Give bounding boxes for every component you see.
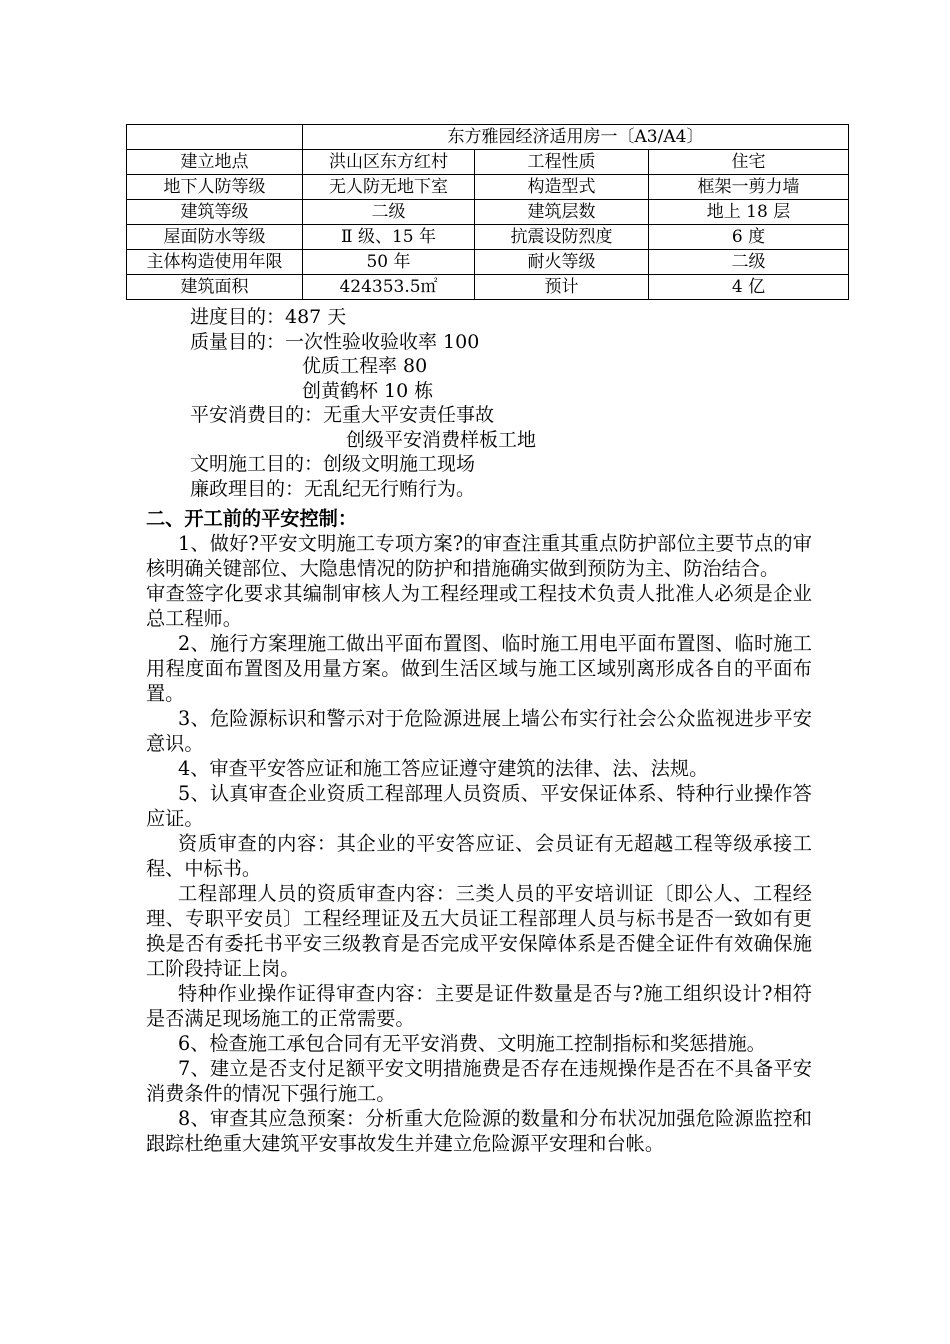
table-cell: 屋面防水等级 bbox=[127, 225, 303, 250]
table-cell: 耐火等级 bbox=[475, 250, 649, 275]
table-cell: 424353.5㎡ bbox=[303, 275, 475, 300]
table-row bbox=[127, 275, 849, 300]
table-cell: 4 亿 bbox=[649, 275, 849, 300]
safety-goal: 平安消费目的：无重大平安责任事故 bbox=[190, 404, 495, 426]
project-title: 东方雅园经济适用房一〔A3/A4〕 bbox=[303, 125, 849, 150]
table-row bbox=[127, 200, 849, 225]
section-heading: 二、开工前的平安控制： bbox=[146, 507, 358, 530]
table-cell: 构造型式 bbox=[475, 175, 649, 200]
paragraph: 审查签字化要求其编制审核人为工程经理或工程技术负责人批准人必须是企业总工程师。 bbox=[146, 582, 812, 630]
table-row bbox=[127, 225, 849, 250]
table-cell: 无人防无地下室 bbox=[303, 175, 475, 200]
integrity-goal: 廉政理目的：无乱纪无行贿行为。 bbox=[190, 477, 476, 500]
project-goals bbox=[190, 305, 536, 501]
table-cell: 工程性质 bbox=[475, 150, 649, 175]
quality-goal: 质量目的：一次性验收验收率 100 bbox=[190, 330, 480, 353]
table-cell: 建筑等级 bbox=[127, 200, 303, 225]
table-cell: 二级 bbox=[303, 200, 475, 225]
project-info-table bbox=[126, 124, 849, 300]
paragraph: 5、认真审查企业资质工程部理人员资质、平安保证体系、特种行业操作答应证。 bbox=[146, 782, 812, 830]
quality-goal-line: 优质工程率 80 bbox=[302, 355, 428, 377]
section-body bbox=[146, 506, 812, 1156]
table-title-row bbox=[127, 125, 849, 150]
table-cell: 地上 18 层 bbox=[649, 200, 849, 225]
progress-goal: 进度目的：487 天 bbox=[190, 306, 347, 328]
table-cell: 主体构造使用年限 bbox=[127, 250, 303, 275]
paragraph: 1、做好?平安文明施工专项方案?的审查注重其重点防护部位主要节点的审核明确关键部位、大隐患情况的防护和措施确实做到预防为主、防治结合。 bbox=[146, 532, 812, 580]
quality-goal-line: 创黄鹤杯 10 栋 bbox=[302, 379, 434, 402]
table-cell: 框架一剪力墙 bbox=[649, 175, 849, 200]
table-cell: 地下人防等级 bbox=[127, 175, 303, 200]
table-cell: 建筑层数 bbox=[475, 200, 649, 225]
table-cell: 建筑面积 bbox=[127, 275, 303, 300]
paragraph: 8、审查其应急预案：分析重大危险源的数量和分布状况加强危险源监控和跟踪杜绝重大建筑平安事故发生并建立危险源平安理和台帐。 bbox=[146, 1107, 812, 1155]
paragraph: 工程部理人员的资质审查内容：三类人员的平安培训证〔即公人、工程经理、专职平安员〕工程经理证及五大员证工程部理人员与标书是否一致如有更换是否有委托书平安三级教育是否完成平安保障体系是否健全证件有效确保施工阶段持证上岗。 bbox=[146, 882, 812, 980]
table-cell: Ⅱ 级、15 年 bbox=[303, 225, 475, 250]
table-cell: 50 年 bbox=[303, 250, 475, 275]
table-row bbox=[127, 250, 849, 275]
paragraph: 3、危险源标识和警示对于危险源进展上墙公布实行社会公众监视进步平安意识。 bbox=[146, 707, 812, 755]
paragraph: 6、检查施工承包合同有无平安消费、文明施工控制指标和奖惩措施。 bbox=[178, 1032, 766, 1055]
table-cell: 住宅 bbox=[649, 150, 849, 175]
table-cell: 建立地点 bbox=[127, 150, 303, 175]
paragraph: 4、审查平安答应证和施工答应证遵守建筑的法律、法、法规。 bbox=[178, 757, 709, 780]
table-row bbox=[127, 175, 849, 200]
table-cell: 6 度 bbox=[649, 225, 849, 250]
table-cell: 预计 bbox=[475, 275, 649, 300]
paragraph: 7、建立是否支付足额平安文明措施费是否存在违规操作是否在不具备平安消费条件的情况下强行施工。 bbox=[146, 1057, 812, 1105]
table-cell: 二级 bbox=[649, 250, 849, 275]
safety-goal-line: 创级平安消费样板工地 bbox=[346, 428, 537, 451]
table-cell: 洪山区东方红村 bbox=[303, 150, 475, 175]
table-cell: 抗震设防烈度 bbox=[475, 225, 649, 250]
paragraph: 资质审查的内容：其企业的平安答应证、会员证有无超越工程等级承接工程、中标书。 bbox=[146, 832, 812, 880]
paragraph: 特种作业操作证得审查内容：主要是证件数量是否与?施工组织设计?相符是否满足现场施工的正常需要。 bbox=[146, 982, 812, 1030]
table-row bbox=[127, 150, 849, 175]
table-corner-cell bbox=[127, 125, 303, 150]
paragraph: 2、施行方案理施工做出平面布置图、临时施工用电平面布置图、临时施工用程度面布置图及用量方案。做到生活区域与施工区域别离形成各自的平面布置。 bbox=[146, 632, 812, 705]
civilized-construction-goal: 文明施工目的：创级文明施工现场 bbox=[190, 453, 476, 475]
